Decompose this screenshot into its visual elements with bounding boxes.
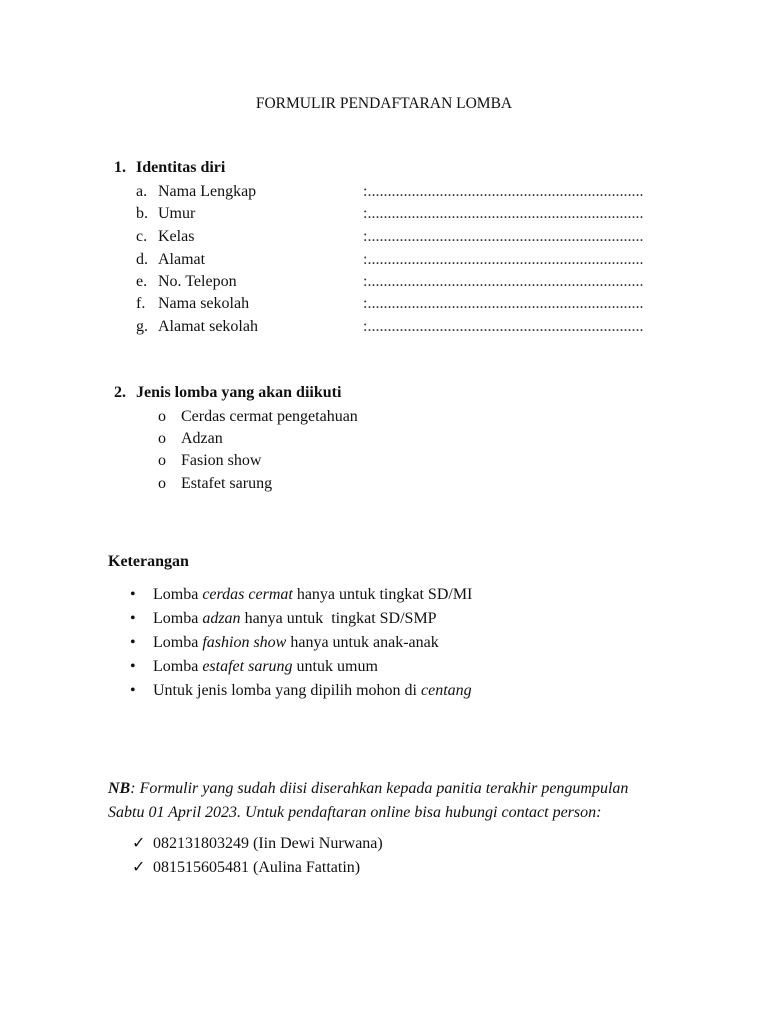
option-estafet-sarung: Estafet sarung [181,475,273,492]
section-2-heading: Jenis lomba yang akan diikuti [136,384,342,401]
field-blank: :..................................................................... [363,318,644,335]
contact-person-1: 082131803249 (Iin Dewi Nurwana) [153,835,383,852]
field-blank: :..................................................................... [363,251,644,268]
field-marker: a. [136,183,148,200]
option-bullet: o [158,452,166,469]
nb-line-1: NB: Formulir yang sudah diisi diserahkan kepada panitia terakhir pengumpulan [108,780,629,797]
field-label: No. Telepon [158,273,237,290]
keterangan-heading: Keterangan [108,553,189,570]
keterangan-emphasis: centang [420,682,472,699]
option-adzan: Adzan [181,430,223,447]
check-icon: ✓ [132,835,146,852]
keterangan-bullet: • [130,634,136,651]
keterangan-item: Lomba fashion show hanya untuk anak-anak [153,634,439,651]
keterangan-item: Lomba cerdas cermat hanya untuk tingkat SD/MI [153,586,473,603]
option-bullet: o [158,408,166,425]
option-bullet: o [158,475,166,492]
keterangan-bullet: • [130,682,136,699]
field-marker: e. [136,273,148,290]
keterangan-item: Untuk jenis lomba yang dipilih mohon di centang [153,682,472,699]
field-marker: g. [136,318,148,335]
field-label: Alamat sekolah [158,318,258,335]
nb-line-2: Sabtu 01 April 2023. Untuk pendaftaran online bisa hubungi contact person: [108,804,602,821]
field-label: Kelas [158,228,195,245]
field-label: Nama Lengkap [158,183,257,200]
field-label: Umur [158,205,196,222]
document-title: FORMULIR PENDAFTARAN LOMBA [255,95,513,112]
option-fasion-show: Fasion show [181,452,262,469]
field-blank: :..................................................................... [363,205,644,222]
nb-label: NB [108,780,131,797]
section-2-number: 2. [114,384,126,401]
field-marker: f. [136,295,146,312]
keterangan-item: Lomba estafet sarung untuk umum [153,658,378,675]
field-blank: :..................................................................... [363,273,644,290]
option-cerdas-cermat: Cerdas cermat pengetahuan [181,408,358,425]
keterangan-bullet: • [130,658,136,675]
option-bullet: o [158,430,166,447]
field-marker: d. [136,251,148,268]
field-label: Alamat [158,251,206,268]
keterangan-item: Lomba adzan hanya untuk tingkat SD/SMP [153,610,437,627]
section-1-heading: Identitas diri [136,159,226,176]
field-blank: :..................................................................... [363,183,644,200]
field-blank: :..................................................................... [363,295,644,312]
keterangan-emphasis: cerdas cermat [202,586,293,603]
keterangan-bullet: • [130,610,136,627]
field-marker: b. [136,205,148,222]
keterangan-emphasis: adzan [202,610,241,627]
section-1-number: 1. [114,159,126,176]
check-icon: ✓ [132,859,146,876]
keterangan-emphasis: estafet sarung [202,658,293,675]
keterangan-bullet: • [130,586,136,603]
contact-person-2: 081515605481 (Aulina Fattatin) [153,859,361,876]
field-label: Nama sekolah [158,295,250,312]
keterangan-emphasis: fashion show [202,634,287,651]
field-blank: :..................................................................... [363,228,644,245]
field-marker: c. [136,228,148,245]
